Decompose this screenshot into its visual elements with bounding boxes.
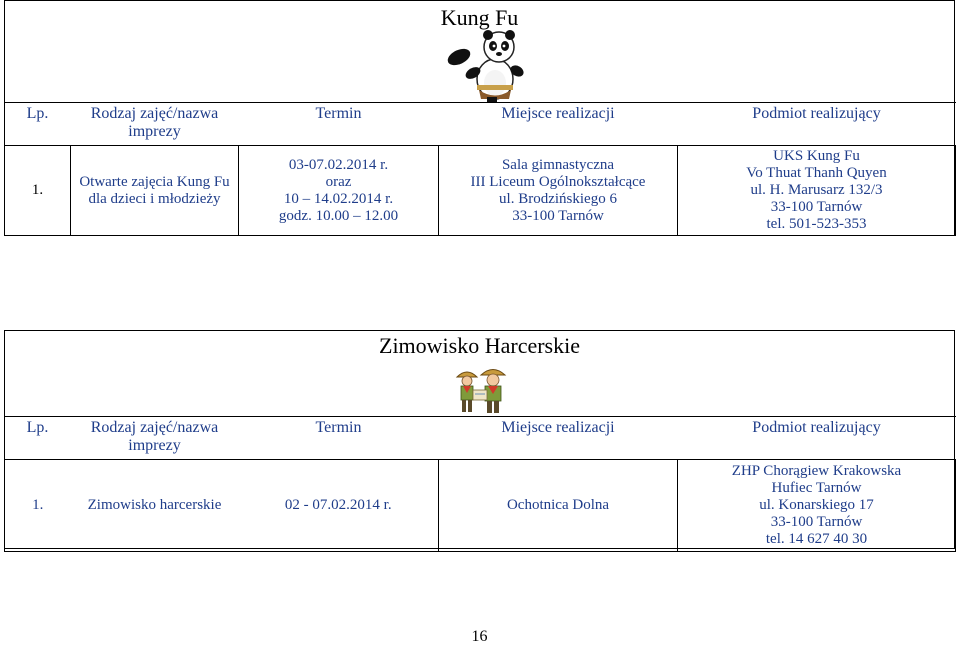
header-name: Rodzaj zajęć/nazwa imprezy (71, 417, 239, 460)
row-place: Ochotnica Dolna (439, 460, 678, 552)
row-term-line: oraz (325, 173, 352, 190)
row-provider-line: tel. 14 627 40 30 (765, 531, 868, 547)
page-number: 16 (471, 628, 488, 645)
kungfu-section (4, 0, 955, 236)
row-name: Zimowisko harcerskie (71, 460, 239, 552)
row-provider-line: 33-100 Tarnów (770, 514, 863, 530)
row-name (71, 146, 239, 236)
row-provider-line: UKS Kung Fu (773, 148, 860, 164)
scouts-icon (453, 363, 513, 415)
row-term-line: 10 – 14.02.2014 r. (283, 190, 394, 207)
kung-fu-panda-icon (443, 27, 527, 103)
row-place-line: 33-100 Tarnów (512, 207, 604, 224)
row-provider-line: ZHP Chorągiew Krakowska (731, 463, 902, 479)
row-provider (678, 460, 956, 552)
row-term (239, 146, 439, 236)
table-row (5, 460, 956, 552)
row-provider-line: Hufiec Tarnów (771, 480, 862, 496)
table-row (5, 146, 956, 236)
header-provider: Podmiot realizujący (678, 103, 956, 146)
header-lp: Lp. (5, 103, 71, 146)
row-name-line: dla dzieci i młodzieży (88, 190, 221, 207)
header-provider: Podmiot realizujący (678, 417, 956, 460)
row-term-line: 03-07.02.2014 r. (288, 156, 389, 173)
row-term: 02 - 07.02.2014 r. (239, 460, 439, 552)
row-provider-line: ul. Konarskiego 17 (759, 497, 874, 513)
row-provider (678, 146, 956, 236)
header-place: Miejsce realizacji (439, 103, 678, 146)
row-provider-line: 33-100 Tarnów (770, 199, 863, 215)
row-place (439, 146, 678, 236)
kungfu-table (4, 102, 956, 236)
kungfu-title: Kung Fu (440, 5, 519, 30)
table-header-row (5, 417, 956, 460)
scouts-section (4, 330, 955, 549)
header-name: Rodzaj zajęć/nazwa imprezy (71, 103, 239, 146)
scouts-table (4, 416, 956, 552)
row-name-line: Otwarte zajęcia Kung Fu (79, 173, 230, 190)
row-lp: 1. (5, 146, 71, 236)
row-place-line: ul. Brodzińskiego 6 (499, 190, 617, 207)
row-provider-line: ul. H. Marusarz 132/3 (750, 182, 883, 198)
header-place: Miejsce realizacji (439, 417, 678, 460)
row-provider-line: tel. 501-523-353 (766, 216, 867, 232)
row-term-line: godz. 10.00 – 12.00 (278, 207, 399, 224)
row-place-line: III Liceum Ogólnokształcące (470, 173, 646, 190)
table-header-row (5, 103, 956, 146)
scouts-title: Zimowisko Harcerskie (379, 333, 580, 358)
row-lp: 1. (5, 460, 71, 552)
row-place-line: Sala gimnastyczna (501, 156, 615, 173)
header-term: Termin (239, 103, 439, 146)
row-provider-line: Vo Thuat Thanh Quyen (746, 165, 887, 181)
header-term: Termin (239, 417, 439, 460)
header-lp: Lp. (5, 417, 71, 460)
